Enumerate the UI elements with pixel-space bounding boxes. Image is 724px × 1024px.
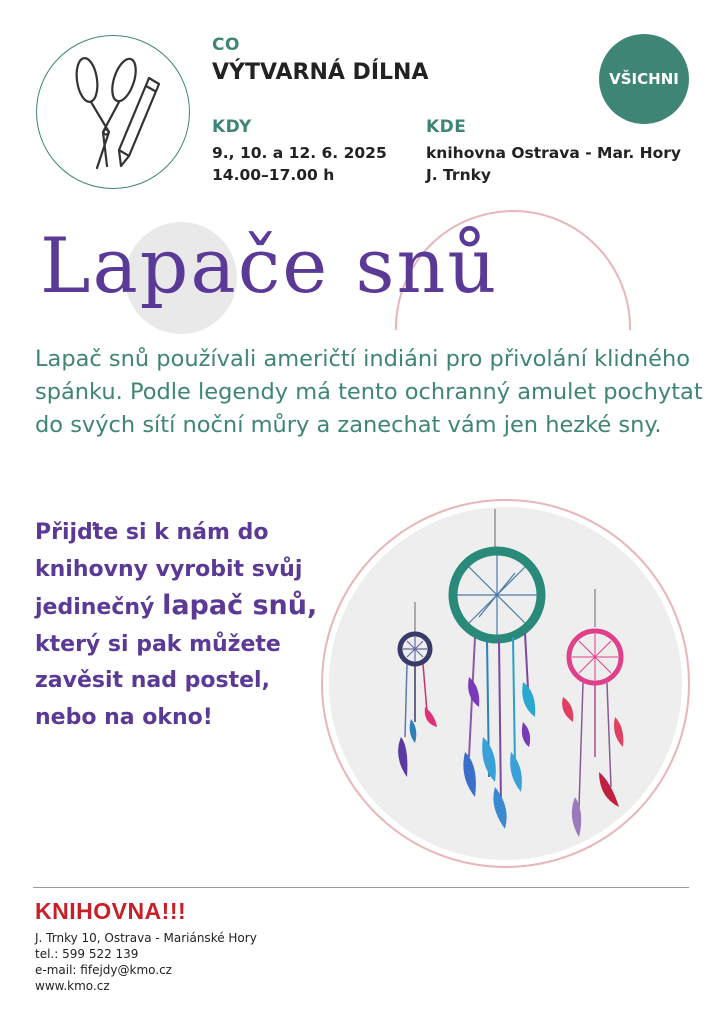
- audience-badge: VŠICHNI: [599, 34, 689, 124]
- event-time: 14.00–17.00 h: [212, 166, 335, 184]
- page-title: Lapače snů: [40, 221, 499, 310]
- tools-icon-circle: [36, 35, 190, 189]
- kde-label: KDE: [426, 117, 467, 137]
- library-name: KNIHOVNA!!!: [35, 898, 187, 924]
- invite-highlight: lapač snů,: [162, 590, 318, 621]
- footer-divider: [33, 887, 689, 888]
- intro-paragraph: Lapač snů používali američtí indiáni pro přivolání klidného spánku. Podle legendy má tento ochranný amulet pochytat do svých sítí noční můry a zanechat vám jen hezké sny.: [35, 346, 703, 438]
- invite-part1: Přijďte si k nám do knihovny vyrobit svůj jedinečný: [35, 520, 303, 620]
- kdy-label: KDY: [212, 117, 252, 137]
- co-label: CO: [212, 35, 240, 55]
- venue-line2: J. Trnky: [426, 166, 492, 184]
- footer-email: e-mail: fifejdy@kmo.cz: [35, 963, 172, 977]
- footer-phone: tel.: 599 522 139: [35, 947, 139, 961]
- invitation-text: [35, 515, 335, 736]
- scissors-and-pencil-icon: [37, 36, 191, 190]
- footer-web: www.kmo.cz: [35, 979, 110, 993]
- footer-address: J. Trnky 10, Ostrava - Mariánské Hory: [35, 931, 257, 945]
- event-type: VÝTVARNÁ DÍLNA: [212, 60, 429, 85]
- venue-line1: knihovna Ostrava - Mar. Hory: [426, 144, 682, 162]
- event-dates: 9., 10. a 12. 6. 2025: [212, 144, 387, 162]
- dreamcatchers-illustration: [329, 507, 682, 860]
- invite-part2: který si pak můžete zavěsit nad postel, nebo na okno!: [35, 631, 281, 730]
- dreamcatchers-photo: [329, 507, 682, 860]
